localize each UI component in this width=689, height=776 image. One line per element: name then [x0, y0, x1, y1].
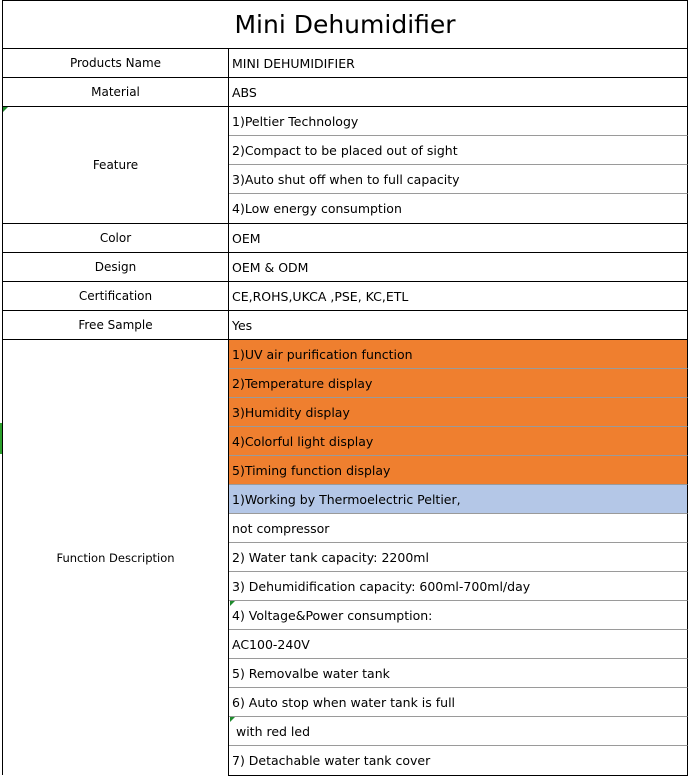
feature-item: 2)Compact to be placed out of sight	[229, 136, 688, 165]
function-item: with red led	[229, 717, 688, 746]
label-certification: Certification	[3, 282, 229, 311]
label-color: Color	[3, 224, 229, 253]
cell-marker-icon	[230, 717, 235, 722]
function-item: 4)Colorful light display	[229, 427, 688, 456]
function-item: 1)Working by Thermoelectric Peltier,	[229, 485, 688, 514]
function-item: 7) Detachable water tank cover	[229, 746, 688, 776]
label-function-description: Function Description	[3, 340, 229, 776]
feature-item: 3)Auto shut off when to full capacity	[229, 165, 688, 194]
value-free-sample: Yes	[229, 311, 688, 340]
value-design: OEM & ODM	[229, 253, 688, 282]
label-design: Design	[3, 253, 229, 282]
function-item: 3)Humidity display	[229, 398, 688, 427]
cell-marker-icon	[230, 601, 235, 606]
label-products-name: Products Name	[3, 49, 229, 78]
spec-table	[2, 0, 688, 775]
function-item: AC100-240V	[229, 630, 688, 659]
function-item: 5)Timing function display	[229, 456, 688, 485]
function-item: 4) Voltage&Power consumption:	[229, 601, 688, 630]
feature-item: 1)Peltier Technology	[229, 107, 688, 136]
cell-marker-icon	[3, 107, 8, 112]
table-title: Mini Dehumidifier	[3, 1, 688, 49]
value-certification: CE,ROHS,UKCA ,PSE, KC,ETL	[229, 282, 688, 311]
value-products-name: MINI DEHUMIDIFIER	[229, 49, 688, 78]
function-item: not compressor	[229, 514, 688, 543]
value-material: ABS	[229, 78, 688, 107]
function-item: 3) Dehumidification capacity: 600ml-700ml/day	[229, 572, 688, 601]
function-item: 2)Temperature display	[229, 369, 688, 398]
label-feature: Feature	[3, 107, 229, 224]
function-item: 1)UV air purification function	[229, 340, 688, 369]
label-material: Material	[3, 78, 229, 107]
function-item: 2) Water tank capacity: 2200ml	[229, 543, 688, 572]
label-free-sample: Free Sample	[3, 311, 229, 340]
value-color: OEM	[229, 224, 688, 253]
feature-item: 4)Low energy consumption	[229, 194, 688, 224]
function-item: 5) Removalbe water tank	[229, 659, 688, 688]
function-item: 6) Auto stop when water tank is full	[229, 688, 688, 717]
